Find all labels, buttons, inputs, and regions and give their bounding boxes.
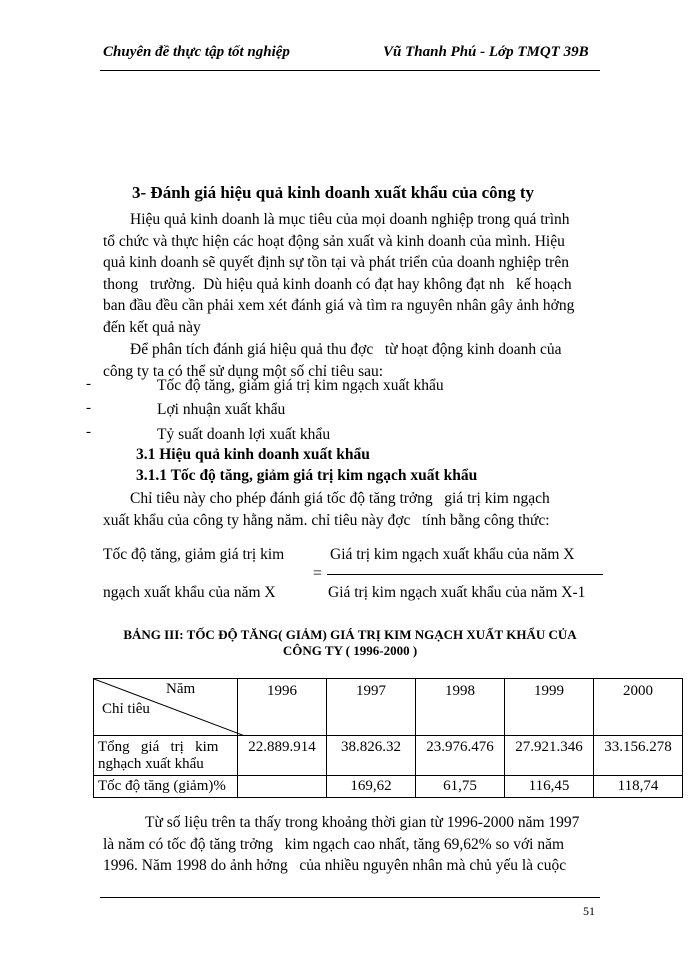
formula-equals: = [313,565,323,582]
table-cell: 116,45 [505,776,594,798]
formula-lhs-line1: Tốc độ tăng, giảm giá trị kim [103,546,285,563]
table-cell: 169,62 [327,776,416,798]
footer-rule [100,897,600,898]
bullet-item: Lợi nhuận xuất khẩu [157,401,286,418]
year-header: 1998 [416,679,505,736]
row-label-line1: Tổng giá trị kim [98,739,219,755]
table-cell: 33.156.278 [594,736,683,776]
page-number: 51 [583,904,595,918]
table-row [94,736,683,776]
header-left: Chuyên đề thực tập tốt nghiệp [103,44,290,60]
row-label-line2: nghạch xuất khẩu [98,756,204,772]
year-header: 1999 [505,679,594,736]
corner-indicator-label: Chỉ tiêu [102,701,150,717]
row-label [94,736,238,776]
table-cell: 23.976.476 [416,736,505,776]
text-line: thong trường. Dù hiệu quả kinh doanh có đạt hay không đạt nh kế hoạch [103,275,572,293]
bullet-item: Tốc độ tăng, giảm giá trị kim ngạch xuất khẩu [157,377,444,394]
text-line: Chỉ tiêu này cho phép đánh giá tốc độ tăng trởng giá trị kim ngạch [130,490,550,507]
header-rule [100,70,600,71]
table-cell: 118,74 [594,776,683,798]
corner-year-label: Năm [166,681,196,697]
text-line: là năm có tốc độ tăng trởng kim ngạch cao nhất, tăng 69,62% so với năm [103,835,565,853]
year-header: 1996 [238,679,327,736]
paragraph-2 [103,339,598,382]
table-title [0,627,700,659]
formula-numerator: Giá trị kim ngạch xuất khẩu của năm X [330,546,575,563]
year-header: 1997 [327,679,416,736]
paragraph-1 [103,209,598,339]
bullet-marker: - [86,376,91,392]
text-line: công ty ta có thể sử dụng một số chỉ tiêu sau: [103,362,384,380]
corner-cell [94,679,238,736]
header-right: Vũ Thanh Phú - Lớp TMQT 39B [383,44,589,60]
text-line: đến kết quả này [103,318,201,336]
table-title-line1: BẢNG III: TỐC ĐỘ TĂNG( GIẢM) GIÁ TRỊ KIM NGẠCH XUẤT KHẨU CỦA [123,627,577,642]
formula-lhs-line2: ngạch xuất khẩu của năm X [103,584,276,601]
table-cell: 38.826.32 [327,736,416,776]
table-header-row [94,679,683,736]
sub-heading-1: 3.1 Hiệu quả kinh doanh xuất khẩu [136,446,370,463]
table-cell: 22.889.914 [238,736,327,776]
kim-ngach-table [93,678,683,798]
row-label: Tốc độ tăng (giảm)% [94,776,238,798]
bullet-marker: - [86,400,91,416]
text-line: 1996. Năm 1998 do ảnh hởng của nhiều nguyên nhân mà chủ yếu là cuộc [103,857,567,875]
text-line: xuất khẩu của công ty hằng năm. chỉ tiêu này đợc tính bằng công thức: [103,511,550,529]
text-line: Hiệu quả kinh doanh là mục tiêu của mọi doanh nghiệp trong quá trình [130,211,570,228]
section-title: 3- Đánh giá hiệu quả kinh doanh xuất khẩu của công ty [132,183,534,202]
table-row [94,776,683,798]
table-cell [238,776,327,798]
paragraph-4 [103,812,598,877]
sub-heading-2: 3.1.1 Tốc độ tăng, giảm giá trị kim ngạch xuất khẩu [136,467,478,484]
text-line: quả kinh doanh sẽ quyết định sự tồn tại và phát triển của doanh nghiệp trên [103,254,569,272]
table-cell: 27.921.346 [505,736,594,776]
year-header: 2000 [594,679,683,736]
formula-denominator: Giá trị kim ngạch xuất khẩu của năm X-1 [328,584,586,601]
bullet-item: Tỷ suất doanh lợi xuất khẩu [157,426,331,443]
paragraph-3 [103,488,598,531]
text-line: tổ chức và thực hiện các hoạt động sản xuất và kinh doanh của mình. Hiệu [103,232,565,250]
text-line: ban đầu đều cần phải xem xét đánh giá và tìm ra nguyên nhân gây ảnh hởng [103,297,575,315]
table-title-line2: CÔNG TY ( 1996-2000 ) [282,643,418,658]
bullet-marker: - [86,424,91,440]
table-cell: 61,75 [416,776,505,798]
fraction-bar [327,574,603,575]
text-line: Để phân tích đánh giá hiệu quả thu đợc từ hoạt động kinh doanh của [130,341,562,358]
text-line: Từ số liệu trên ta thấy trong khoảng thời gian từ 1996-2000 năm 1997 [145,814,580,831]
